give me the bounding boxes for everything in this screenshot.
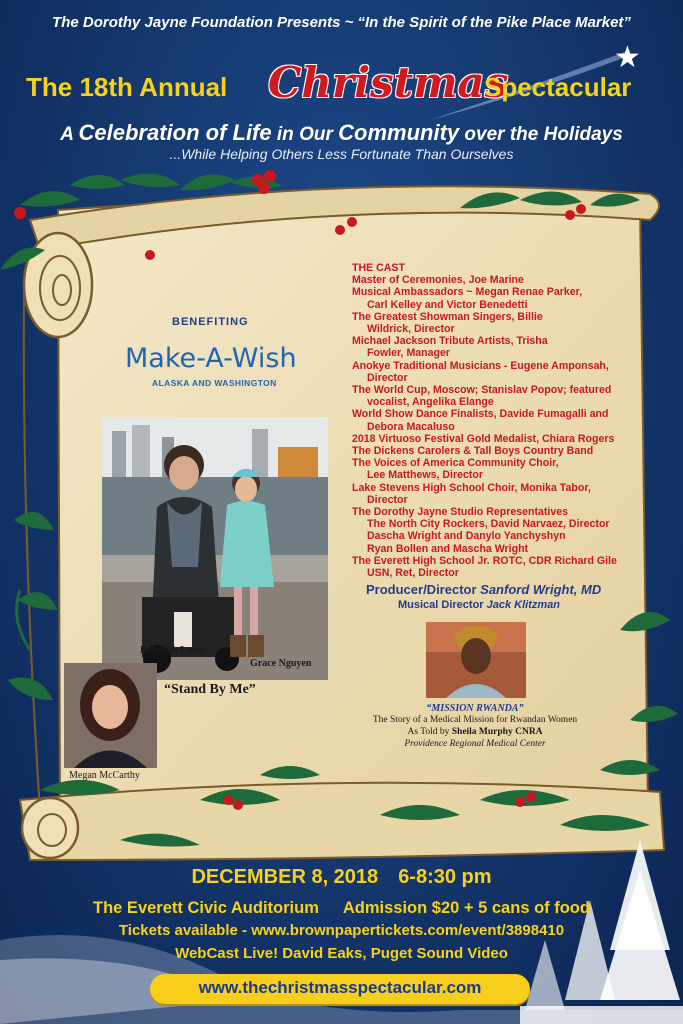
photo-rebekah-and-grace [102, 417, 328, 680]
title-right: Spectacular [484, 72, 632, 102]
mission-rwanda-title: “MISSION RWANDA” [426, 703, 524, 714]
cast-line: Director [367, 493, 408, 506]
tickets-link[interactable]: Tickets available - www.brownpapertickets.com/event/3898410 [118, 922, 565, 939]
title-left: The 18th Annual [26, 72, 228, 102]
cast-line: Lee Matthews, Director [367, 469, 483, 482]
cast-heading: THE CAST [352, 262, 405, 274]
cast-line: Debora Macaluso [367, 420, 455, 433]
cast-line: The Greatest Showman Singers, Billie [352, 310, 543, 323]
stand-by-me-caption: “Stand By Me” [164, 682, 256, 697]
musical-director-credit: Musical Director Jack Klitzman [398, 599, 561, 611]
make-a-wish-logo: Make-A-Wish [125, 343, 297, 374]
caption-megan: Megan McCarthy [69, 770, 140, 781]
cast-line: USN, Ret, Director [367, 567, 459, 580]
webcast-line: WebCast Live! David Eaks, Puget Sound Video [175, 945, 508, 962]
cast-line: Director [367, 371, 408, 384]
title-christmas-script: Christmas [268, 58, 509, 107]
cast-lines [352, 274, 652, 579]
cast-line: Michael Jackson Tribute Artists, Trisha [352, 335, 548, 348]
website-link[interactable]: www.thechristmasspectacular.com [198, 978, 482, 997]
cast-line: World Show Dance Finalists, Davide Fumagalli and [352, 408, 609, 421]
cast-line: The Dorothy Jayne Studio Representatives [352, 506, 569, 519]
cast-line: Carl Kelley and Victor Benedetti [367, 298, 528, 311]
make-a-wish-region: ALASKA AND WASHINGTON [152, 378, 277, 388]
mission-rwanda-center: Providence Regional Medical Center [404, 739, 546, 749]
cast-line: Ryan Bollen and Mascha Wright [367, 542, 529, 555]
cast-line: Musical Ambassadors ~ Megan Renae Parker, [352, 286, 583, 299]
cast-line: Lake Stevens High School Choir, Monika Tabor, [352, 481, 591, 494]
photo-megan [64, 663, 157, 768]
benefiting-label: BENEFITING [172, 316, 249, 328]
mission-rwanda-story: The Story of a Medical Mission for Rwandan Women [372, 715, 578, 725]
cast-line: 2018 Virtuoso Festival Gold Medalist, Chiara Rogers [352, 432, 615, 445]
cast-line: Fowler, Manager [367, 347, 451, 360]
mission-rwanda-told-by: As Told by Sheila Murphy CNRA [407, 727, 543, 737]
cast-line: The Everett High School Jr. ROTC, CDR Richard Gile [352, 554, 617, 567]
cast-line: The North City Rockers, David Narvaez, Director [367, 518, 610, 531]
cast-line: Wildrick, Director [367, 323, 455, 336]
caption-rebekah: Rebekah Lovitt [140, 645, 207, 656]
cast-line: Master of Ceremonies, Joe Marine [352, 274, 524, 287]
cast-line: vocalist, Angelika Elange [367, 396, 494, 409]
cast-line: The Voices of America Community Choir, [352, 457, 559, 470]
event-date-time: DECEMBER 8, 2018 6-8:30 pm [191, 866, 492, 888]
cast-line: The World Cup, Moscow; Stanislav Popov; featured [352, 384, 612, 397]
caption-grace: Grace Nguyen [250, 658, 312, 669]
star-icon: ★ [614, 41, 641, 74]
cast-list [352, 262, 652, 579]
cast-line: Anokye Traditional Musicians - Eugene Amponsah, [352, 359, 609, 372]
venue-admission: The Everett Civic Auditorium Admission $20 + 5 cans of food [93, 899, 590, 917]
helping-line: ...While Helping Others Less Fortunate Than Ourselves [169, 146, 514, 162]
cast-line: The Dickens Carolers & Tall Boys Country Band [352, 445, 594, 458]
presents-line: The Dorothy Jayne Foundation Presents ~ “In the Spirit of the Pike Place Market” [52, 14, 631, 31]
main-title [0, 58, 683, 110]
producer-credit: Producer/Director Sanford Wright, MD [366, 582, 602, 597]
cast-line: Dascha Wright and Danylo Yanchyshyn [367, 530, 566, 543]
celebration-line: A Celebration of Life in Our Community over the Holidays [60, 120, 623, 145]
photo-sheila-murphy-rwanda [426, 622, 526, 698]
